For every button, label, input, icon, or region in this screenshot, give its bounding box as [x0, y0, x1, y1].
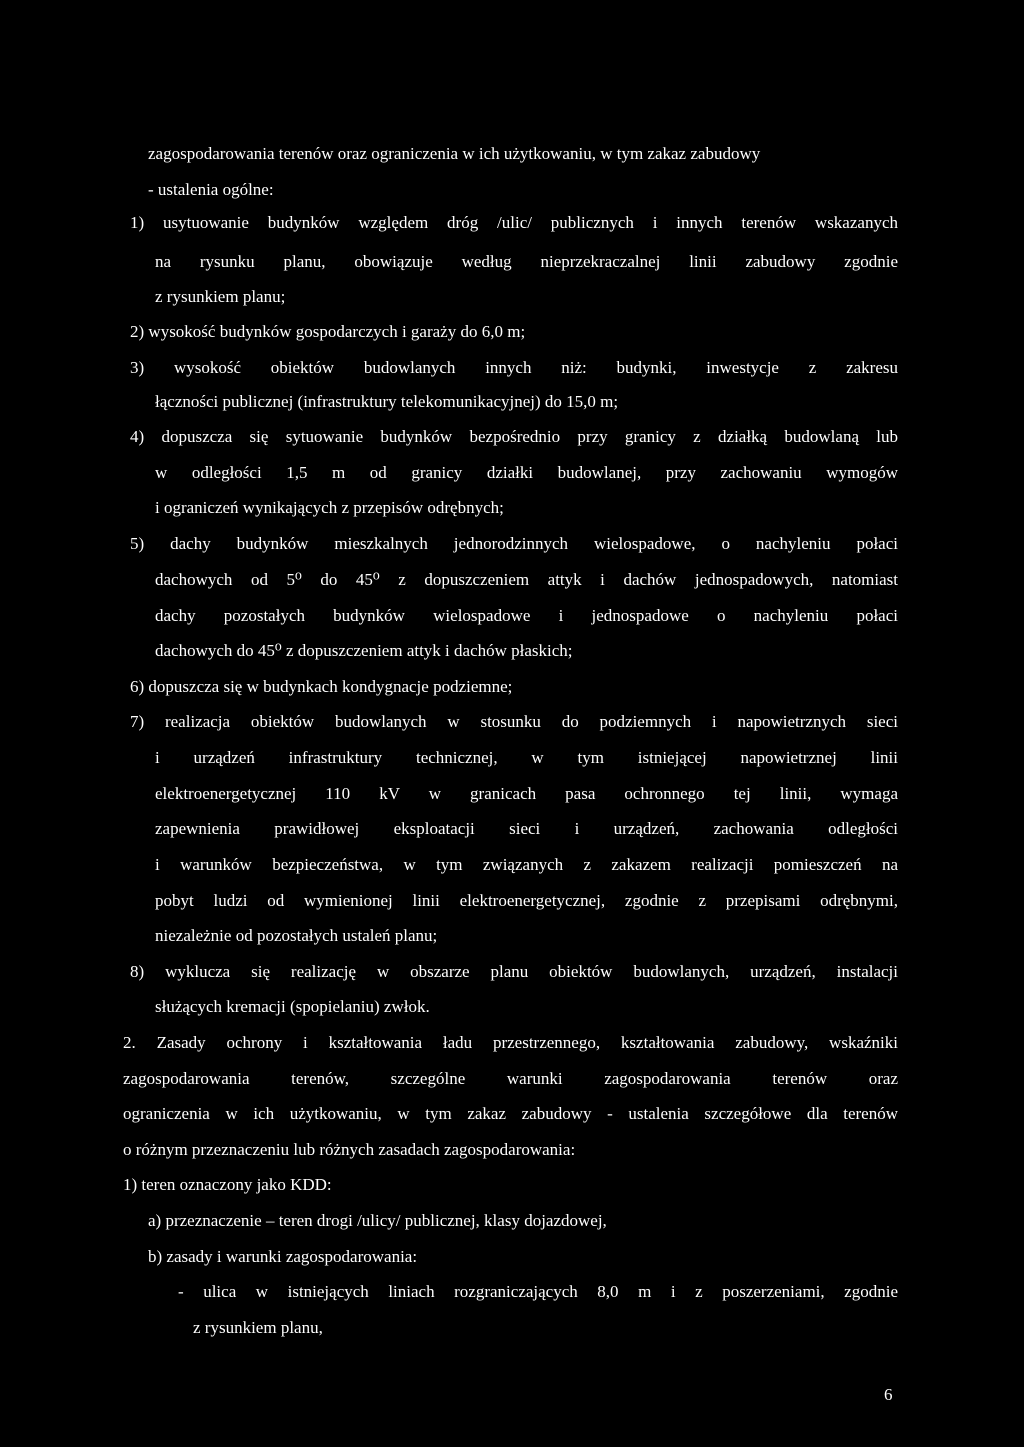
- page-number: 6: [884, 1385, 893, 1404]
- general-item-4-line-2: w odległości 1,5 m od granicy działki budowlanej, przy zachowaniu wymogów: [155, 463, 898, 482]
- general-item-5-line-4: dachowych do 45⁰ z dopuszczeniem attyk i dachów płaskich;: [155, 641, 573, 660]
- section-2-line-1: 2. Zasady ochrony i kształtowania ładu przestrzennego, kształtowania zabudowy, wskaźniki: [123, 1033, 898, 1052]
- intro-heading: zagospodarowania terenów oraz ograniczenia w ich użytkowaniu, w tym zakaz zabudowy: [148, 144, 761, 163]
- general-item-7-line-5: i warunków bezpieczeństwa, w tym związanych z zakazem realizacji pomieszczeń na: [155, 855, 898, 874]
- general-item-4-line-3: i ograniczeń wynikających z przepisów odrębnych;: [155, 498, 504, 517]
- general-item-3-line-2: łączności publicznej (infrastruktury telekomunikacyjnej) do 15,0 m;: [155, 392, 619, 411]
- general-item-3-line-1: 3) wysokość obiektów budowlanych innych niż: budynki, inwestycje z zakresu: [130, 358, 898, 377]
- general-item-1-line-1: 1) usytuowanie budynków względem dróg /ulic/ publicznych i innych terenów wskazanych: [130, 213, 898, 232]
- general-item-6-line-1: 6) dopuszcza się w budynkach kondygnacje podziemne;: [130, 677, 513, 696]
- general-item-7-line-2: i urządzeń infrastruktury technicznej, w tym istniejącej napowietrznej linii: [155, 748, 898, 767]
- section-2-item-1: 1) teren oznaczony jako KDD:: [123, 1175, 332, 1194]
- section-2-dash-line-1: - ulica w istniejących liniach rozgraniczających 8,0 m i z poszerzeniami, zgodnie: [178, 1282, 898, 1301]
- general-item-7-line-6: pobyt ludzi od wymienionej linii elektroenergetycznej, zgodnie z przepisami odrębnymi,: [155, 891, 898, 910]
- general-item-5-line-1: 5) dachy budynków mieszkalnych jednorodzinnych wielospadowe, o nachyleniu połaci: [130, 534, 898, 553]
- general-item-1-line-3: z rysunkiem planu;: [155, 287, 286, 306]
- general-item-4-line-1: 4) dopuszcza się sytuowanie budynków bezpośrednio przy granicy z działką budowlaną lub: [130, 427, 898, 446]
- general-item-1-line-2: na rysunku planu, obowiązuje według nieprzekraczalnej linii zabudowy zgodnie: [155, 252, 898, 271]
- general-item-7-line-3: elektroenergetycznej 110 kV w granicach pasa ochronnego tej linii, wymaga: [155, 784, 898, 803]
- section-2-dash-line-2: z rysunkiem planu,: [193, 1318, 323, 1337]
- general-item-7-line-4: zapewnienia prawidłowej eksploatacji sieci i urządzeń, zachowania odległości: [155, 819, 898, 838]
- general-item-2-line-1: 2) wysokość budynków gospodarczych i garaży do 6,0 m;: [130, 322, 526, 341]
- general-item-7-line-1: 7) realizacja obiektów budowlanych w stosunku do podziemnych i napowietrznych sieci: [130, 712, 898, 731]
- general-item-7-line-7: niezależnie od pozostałych ustaleń planu;: [155, 926, 438, 945]
- general-item-8-line-1: 8) wyklucza się realizację w obszarze planu obiektów budowlanych, urządzeń, instalacji: [130, 962, 898, 981]
- general-rules-label: - ustalenia ogólne:: [148, 180, 274, 199]
- general-item-5-line-3: dachy pozostałych budynków wielospadowe i jednospadowe o nachyleniu połaci: [155, 606, 898, 625]
- general-item-5-line-2: dachowych od 5⁰ do 45⁰ z dopuszczeniem attyk i dachów jednospadowych, natomiast: [155, 570, 898, 589]
- general-item-8-line-2: służących kremacji (spopielaniu) zwłok.: [155, 997, 430, 1016]
- section-2-sub-b: b) zasady i warunki zagospodarowania:: [148, 1247, 418, 1266]
- section-2-line-3: ograniczenia w ich użytkowaniu, w tym zakaz zabudowy - ustalenia szczegółowe dla terenów: [123, 1104, 898, 1123]
- section-2-line-4: o różnym przeznaczeniu lub różnych zasadach zagospodarowania:: [123, 1140, 576, 1159]
- section-2-sub-a: a) przeznaczenie – teren drogi /ulicy/ publicznej, klasy dojazdowej,: [148, 1211, 607, 1230]
- section-2-line-2: zagospodarowania terenów, szczególne warunki zagospodarowania terenów oraz: [123, 1069, 898, 1088]
